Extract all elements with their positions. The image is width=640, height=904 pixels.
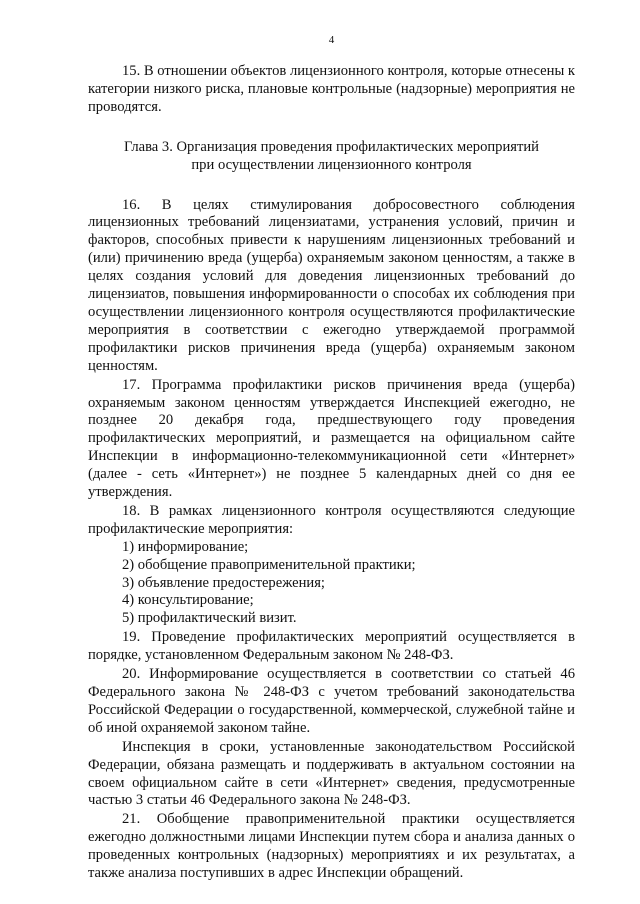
chapter-heading-line-2: при осуществлении лицензионного контроля — [191, 156, 472, 173]
list-item: 2) обобщение правоприменительной практики; — [122, 556, 416, 573]
paragraph-20: 20. Информирование осуществляется в соответствии со статьей 46 Федерального закона № 248-ФЗ с учетом требований законодательства Российской Федерации о государственной, коммерческой, служебной тайне и об иной охраняемой законом тайне. — [88, 666, 575, 736]
document-page — [88, 34, 575, 883]
paragraph-21: 21. Обобщение правоприменительной практики осуществляется ежегодно должностными лицами Инспекции путем сбора и анализа данных о проведенных контрольных (надзорных) мероприятиях и их результатах, а также анализа поступивших в адрес Инспекции обращений. — [88, 811, 575, 882]
page-number: 4 — [328, 34, 335, 46]
paragraph-17: 17. Программа профилактики рисков причинения вреда (ущерба) охраняемым законом ценностям утверждается Инспекцией ежегодно, не позднее 20 декабря года, предшествующего году проведения профилактических мероприятий, и размещается на официальном сайте Инспекции в информационно-телекоммуникационной сети «Интернет» (далее - сеть «Интернет») не позднее 5 календарных дней со дня ее утверждения. — [88, 376, 575, 501]
list-item: 3) объявление предостережения; — [122, 574, 325, 591]
chapter-heading-line-1: Глава 3. Организация проведения профилактических мероприятий — [124, 138, 539, 155]
paragraph-19: 19. Проведение профилактических мероприятий осуществляется в порядке, установленном Федеральным законом № 248-ФЗ. — [88, 629, 575, 664]
paragraph-20-continued: Инспекция в сроки, установленные законодательством Российской Федерации, обязана размещать и поддерживать в актуальном состоянии на своем официальном сайте в сети «Интернет» сведения, предусмотренные частью 3 статьи 46 Федерального закона № 248-ФЗ. — [88, 738, 575, 809]
list-item: 4) консультирование; — [122, 592, 254, 609]
chapter-heading — [88, 139, 575, 175]
list-item: 5) профилактический визит. — [122, 610, 297, 627]
paragraph-16: 16. В целях стимулирования добросовестного соблюдения лицензионных требований лицензиатами, устранения условий, причин и факторов, способных привести к нарушениям лицензионных требований и (или) причинению вреда (ущерба) охраняемым законом ценностям, а также в целях создания условий для доведения лицензионных требований до лицензиатов, повышения информированности о способах их соблюдения при осуществлении лицензионного контроля осуществляются профилактические мероприятия в соответствии с ежегодно утверждаемой программой профилактики рисков причинения вреда (ущерба) охраняемым законом ценностям. — [88, 196, 575, 374]
list-item: 1) информирование; — [122, 538, 249, 555]
paragraph-15: 15. В отношении объектов лицензионного контроля, которые отнесены к категории низкого риска, плановые контрольные (надзорные) мероприятия не проводятся. — [88, 63, 575, 115]
paragraph-18: 18. В рамках лицензионного контроля осуществляются следующие профилактические мероприятия: — [88, 502, 575, 537]
